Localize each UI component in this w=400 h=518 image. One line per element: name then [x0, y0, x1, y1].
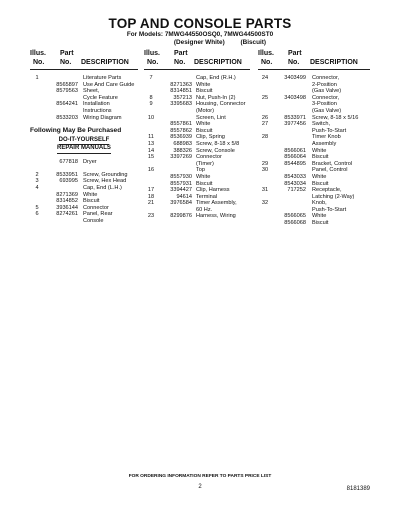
illus-number: 1 — [35, 75, 39, 81]
part-description: Clip, Harness — [196, 187, 230, 194]
header-part: Part — [174, 50, 188, 57]
part-number: 3394427 — [170, 187, 192, 194]
parts-list — [144, 75, 250, 220]
illus-number: 17 — [147, 187, 155, 194]
illus-number: 15 — [147, 154, 155, 161]
part-number: 8271363 — [170, 81, 192, 88]
part-number: 693995 — [59, 178, 78, 185]
column-header — [258, 47, 370, 70]
part-row — [30, 205, 138, 212]
part-row — [258, 220, 370, 227]
illus-number: 21 — [147, 200, 155, 207]
part-number: 8566061 — [284, 147, 306, 154]
part-number: 3403498 — [284, 94, 306, 101]
part-description: Screw, 8-18 x 5/8 — [196, 140, 240, 147]
part-number: 8557862 — [170, 127, 192, 134]
part-row — [144, 174, 250, 181]
part-description: Biscuit — [312, 154, 329, 161]
part-description: Installation — [83, 101, 110, 108]
part-number: 8557861 — [170, 121, 192, 128]
part-number: 357213 — [173, 94, 192, 101]
color-subtitle — [0, 39, 400, 46]
part-description: Biscuit — [83, 198, 100, 205]
diy-line-2: REPAIR MANUALS — [57, 145, 111, 153]
part-description: Push-To-Start — [312, 206, 347, 213]
part-number: 8271369 — [56, 191, 78, 198]
part-description: Push-To-Start — [312, 127, 347, 134]
part-description: Top — [196, 167, 206, 174]
part-row — [144, 200, 250, 207]
part-row — [30, 178, 138, 185]
part-number: 8299876 — [170, 213, 192, 220]
part-number: 8533971 — [284, 114, 306, 121]
part-description: Bracket, Control — [312, 160, 353, 167]
part-description: Wiring Diagram — [83, 114, 122, 121]
column-header — [144, 47, 250, 70]
part-description: Receptacle, — [312, 187, 342, 194]
part-row — [258, 148, 370, 155]
part-row — [30, 101, 138, 108]
part-row — [258, 95, 370, 102]
part-row — [258, 121, 370, 128]
parts-list-2 — [30, 159, 138, 225]
part-description: White — [83, 191, 98, 198]
part-number: 8579563 — [56, 88, 78, 95]
part-description: Connector, — [312, 94, 340, 101]
part-description: Connector, — [312, 75, 340, 81]
part-number: 3936144 — [56, 204, 78, 211]
diy-manuals-heading — [30, 137, 138, 153]
part-description: White — [196, 173, 211, 180]
part-number: 94614 — [176, 193, 192, 200]
part-row — [258, 194, 370, 201]
part-row — [30, 172, 138, 179]
part-number: 8533203 — [56, 114, 78, 121]
part-description: Timer Knob — [312, 134, 341, 141]
parts-column-3 — [258, 47, 370, 227]
part-description: Assembly — [312, 140, 337, 147]
header-illus-no: No. — [261, 59, 273, 66]
part-number: 8543034 — [284, 180, 306, 187]
diy-line-1: DO-IT-YOURSELF — [59, 137, 110, 145]
header-part-no: No. — [60, 59, 72, 66]
part-number: 8557930 — [170, 173, 192, 180]
part-description: Dryer — [83, 158, 97, 165]
illus-number: 29 — [261, 160, 269, 167]
illus-number: 28 — [261, 134, 269, 141]
part-row — [258, 108, 370, 115]
models-subtitle: For Models: 7MWG44550OSQ0, 7MWG44500ST0 — [126, 31, 274, 38]
part-row — [258, 82, 370, 89]
header-part: Part — [288, 50, 302, 57]
part-number: 8557931 — [170, 180, 192, 187]
part-description: Screen, Lint — [196, 114, 226, 121]
part-row — [144, 108, 250, 115]
part-description: Latching (2-Way) — [312, 193, 355, 200]
illus-number: 31 — [261, 187, 269, 194]
part-row — [30, 108, 138, 115]
part-description: Biscuit — [312, 220, 329, 227]
part-row — [258, 134, 370, 141]
illus-number: 25 — [261, 94, 269, 101]
part-row — [30, 75, 138, 82]
header-illus: Illus. — [144, 50, 160, 57]
part-description: (Gas Valve) — [312, 107, 342, 114]
header-part-no: No. — [174, 59, 186, 66]
page-number: 2 — [198, 484, 202, 490]
purchase-section-title: Following May Be Purchased — [30, 127, 122, 135]
part-row — [144, 82, 250, 89]
part-number: 8274261 — [56, 211, 78, 218]
part-row — [144, 141, 250, 148]
illus-number: 26 — [261, 114, 269, 121]
part-row — [30, 88, 138, 95]
page-title: TOP AND CONSOLE PARTS — [108, 16, 292, 31]
color-biscuit: (Biscuit) — [240, 39, 267, 46]
part-description: Biscuit — [196, 180, 213, 187]
part-description: Cycle Feature — [83, 94, 118, 101]
part-row — [258, 207, 370, 214]
part-description: Instructions — [83, 107, 112, 114]
part-number: 8536939 — [170, 134, 192, 141]
part-number: 8543033 — [284, 173, 306, 180]
part-number: 677818 — [59, 158, 78, 165]
part-description: Cap, End (R.H.) — [196, 75, 236, 81]
illus-number: 5 — [35, 204, 39, 211]
color-designer-white: (Designer White) — [173, 39, 225, 46]
part-description: Biscuit — [196, 88, 213, 95]
part-description: Literature Parts — [83, 75, 122, 81]
part-description: Knob, — [312, 200, 327, 207]
part-row — [30, 165, 138, 172]
header-part-no: No. — [288, 59, 300, 66]
illus-number: 24 — [261, 75, 269, 81]
part-description: 2-Position — [312, 81, 337, 88]
part-number: 3403499 — [284, 75, 306, 81]
header-illus-no: No. — [33, 59, 45, 66]
part-number: 717252 — [287, 187, 306, 194]
part-description: Use And Care Guide — [83, 81, 135, 88]
part-description: Switch, — [312, 121, 331, 128]
illus-number: 6 — [35, 211, 39, 218]
part-description: Clip, Spring — [196, 134, 225, 141]
part-row — [144, 181, 250, 188]
part-number: 8565897 — [56, 81, 78, 88]
part-description: Biscuit — [196, 127, 213, 134]
part-row — [258, 101, 370, 108]
header-illus-no: No. — [147, 59, 159, 66]
illus-number: 30 — [261, 167, 269, 174]
illus-number: 4 — [35, 184, 39, 191]
part-description: White — [312, 173, 327, 180]
part-description: Screw, Grounding — [83, 171, 128, 178]
part-row — [30, 198, 138, 205]
part-description: Nut, Push-In (2) — [196, 94, 236, 101]
illus-number: 3 — [35, 178, 39, 185]
illus-number: 16 — [147, 167, 155, 174]
part-description: Housing, Connector — [196, 101, 246, 108]
part-row — [258, 161, 370, 168]
part-row — [144, 194, 250, 201]
part-number: 8314852 — [56, 198, 78, 205]
part-description: Connector — [83, 204, 109, 211]
illus-number: 13 — [147, 140, 155, 147]
header-description: DESCRIPTION — [310, 59, 358, 66]
part-row — [258, 115, 370, 122]
part-row — [258, 181, 370, 188]
part-number: 8314851 — [170, 88, 192, 95]
illus-number: 11 — [148, 134, 154, 141]
illus-number: 8 — [149, 94, 153, 101]
part-row — [144, 128, 250, 135]
document-number: 8181389 — [346, 486, 370, 492]
part-row — [144, 154, 250, 161]
ordering-footer: FOR ORDERING INFORMATION REFER TO PARTS PRICE LIST — [128, 474, 272, 479]
part-description: (Timer) — [196, 160, 214, 167]
header-part: Part — [60, 50, 74, 57]
part-row — [144, 95, 250, 102]
part-description: Terminal — [196, 193, 218, 200]
part-number: 388326 — [173, 147, 192, 154]
part-row — [258, 141, 370, 148]
part-description: Screw, Hex Head — [83, 178, 127, 185]
part-row — [258, 200, 370, 207]
illus-number: 2 — [35, 171, 39, 178]
part-number: 8566068 — [284, 220, 306, 227]
illus-number: 9 — [149, 101, 153, 108]
part-row — [30, 218, 138, 225]
part-description: White — [196, 81, 211, 88]
part-row — [144, 115, 250, 122]
header-illus: Illus. — [258, 50, 274, 57]
part-description: Panel, Rear — [83, 211, 113, 218]
illus-number: 32 — [261, 200, 269, 207]
part-row — [144, 88, 250, 95]
part-description: Timer Assembly, — [196, 200, 237, 207]
part-number: 3397269 — [170, 154, 192, 161]
part-row — [30, 95, 138, 102]
part-description: (Motor) — [196, 107, 215, 114]
part-row — [258, 128, 370, 135]
part-description: Panel, Control — [312, 167, 348, 174]
column-header — [30, 47, 138, 70]
part-row — [144, 121, 250, 128]
part-row — [258, 213, 370, 220]
part-description: Connector — [196, 154, 222, 161]
part-description: Console — [83, 217, 104, 224]
part-description: Cap, End (L.H.) — [83, 184, 122, 191]
part-number: 3976584 — [170, 200, 192, 207]
header-description: DESCRIPTION — [81, 59, 129, 66]
part-number: 8566064 — [284, 154, 306, 161]
illus-number: 23 — [147, 213, 155, 220]
part-row — [258, 88, 370, 95]
part-number: 3395683 — [170, 101, 192, 108]
part-description: 3-Position — [312, 101, 337, 108]
illus-number: 10 — [147, 114, 155, 121]
part-row — [258, 187, 370, 194]
part-description: (Gas Valve) — [312, 88, 342, 95]
parts-column-1 — [30, 47, 138, 225]
part-row — [144, 101, 250, 108]
part-number: 688983 — [173, 140, 192, 147]
part-row — [258, 154, 370, 161]
part-row — [258, 174, 370, 181]
parts-column-2 — [144, 47, 250, 220]
part-row — [30, 185, 138, 192]
part-row — [30, 115, 138, 122]
part-description: White — [196, 121, 211, 128]
parts-list — [258, 75, 370, 227]
illus-number: 14 — [147, 147, 155, 154]
part-row — [144, 161, 250, 168]
part-description: Biscuit — [312, 180, 329, 187]
part-row — [30, 192, 138, 199]
part-row — [144, 167, 250, 174]
part-description: White — [312, 147, 327, 154]
part-description: White — [312, 213, 327, 220]
part-number: 8533951 — [56, 171, 78, 178]
illus-number: 18 — [147, 193, 155, 200]
header-illus: Illus. — [30, 50, 46, 57]
part-description: Harness, Wiring — [196, 213, 236, 220]
part-number: 8566065 — [284, 213, 306, 220]
part-description: Screw, 8-18 x 5/16 — [312, 114, 359, 121]
part-row — [144, 187, 250, 194]
illus-number: 7 — [149, 75, 153, 81]
part-row — [144, 207, 250, 214]
header-description: DESCRIPTION — [194, 59, 242, 66]
part-number: 3977456 — [284, 121, 306, 128]
part-row — [144, 75, 250, 82]
part-number: 8564241 — [56, 101, 78, 108]
part-description: Screw, Console — [196, 147, 235, 154]
part-row — [30, 211, 138, 218]
parts-list — [30, 75, 138, 121]
illus-number: 27 — [261, 121, 269, 128]
part-number: 8544895 — [284, 160, 306, 167]
part-row — [258, 167, 370, 174]
part-row — [30, 82, 138, 89]
part-row — [144, 213, 250, 220]
part-description: 60 Hz. — [196, 206, 213, 213]
part-description: Sheet, — [83, 88, 100, 95]
part-row — [30, 159, 138, 166]
part-row — [258, 75, 370, 82]
part-row — [144, 148, 250, 155]
part-row — [144, 134, 250, 141]
